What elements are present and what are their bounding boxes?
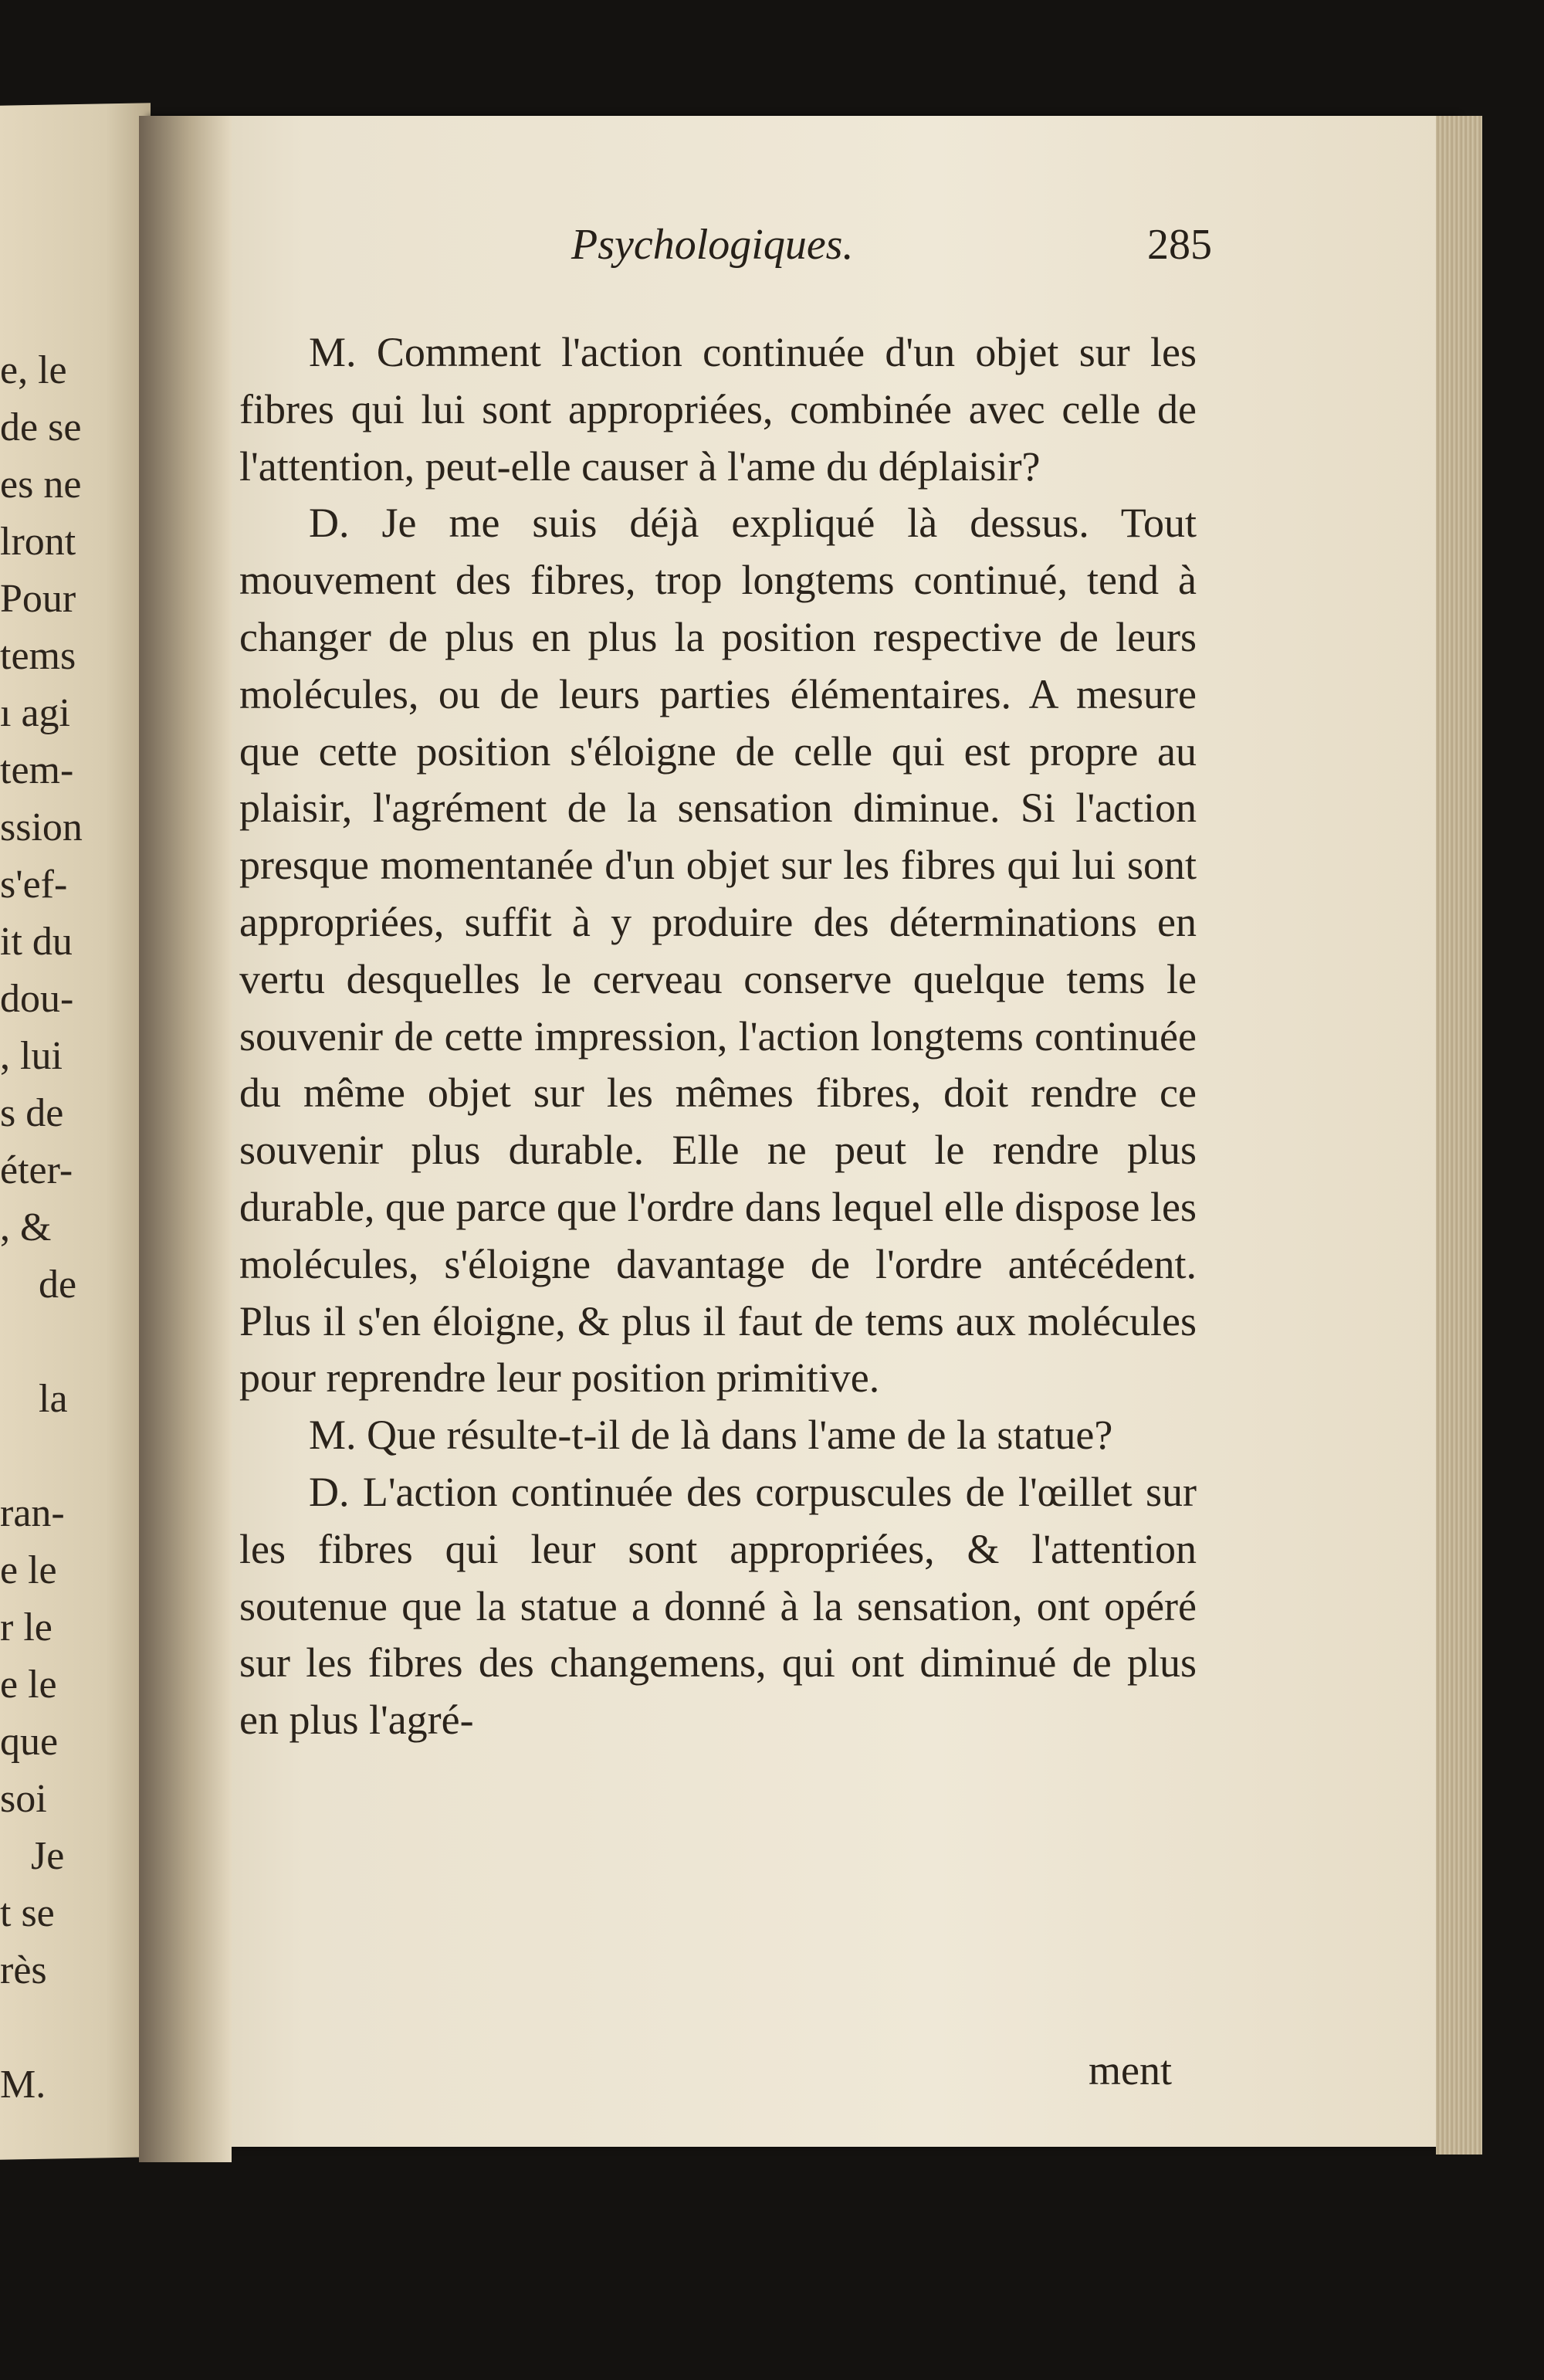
gutter-shadow	[139, 116, 232, 2162]
left-fragment: ssion	[0, 805, 83, 849]
left-fragment: Je	[31, 1834, 65, 1878]
left-fragment: , lui	[0, 1034, 63, 1078]
left-fragment: s de	[0, 1091, 64, 1135]
left-fragment: ı agi	[0, 691, 70, 735]
paragraph: D. Je me suis déjà expliqué là dessus. Tout mouvement des fibres, trop longtems continué, tend à changer de plus en plus la position respective de leurs molécules, ou de leurs parties élémentaires. A mesure que cette position s'éloigne de celle qui est propre au plaisir, l'agrément de la sensation diminue. Si l'action presque momentanée d'un objet sur les fibres qui lui sont appropriées, suffit à y produire des déterminations en vertu desquelles le cerveau conserve quelque tems le souvenir de cette impression, l'action longtems continuée du même objet sur les mêmes fibres, doit rendre ce souvenir plus durable. Elle ne peut le rendre plus durable, que parce que l'ordre dans lequel elle dispose les molécules, s'éloigne davantage de l'ordre antécédent. Plus il s'en éloigne, & plus il faut de tems aux molécules pour reprendre leur position primitive.	[239, 500, 1197, 1402]
left-fragment: tems	[0, 634, 76, 678]
left-fragment: e, le	[0, 348, 67, 392]
left-fragment: de	[39, 1263, 77, 1307]
left-fragment: e le	[0, 1663, 57, 1707]
left-fragment: la	[39, 1377, 68, 1421]
left-fragment: de se	[0, 405, 82, 449]
left-fragment: soi	[0, 1777, 47, 1821]
left-fragment: es ne	[0, 463, 82, 507]
paragraph: M. Que résulte-t-il de là dans l'ame de la statue?	[309, 1412, 1113, 1459]
left-fragment: tem-	[0, 748, 74, 792]
left-fragment: lront	[0, 520, 76, 564]
page-number: 285	[1147, 221, 1212, 269]
left-fragment: M.	[0, 2063, 46, 2107]
page-edges	[1436, 116, 1482, 2155]
left-fragment: t se	[0, 1891, 55, 1935]
left-fragment: , &	[0, 1205, 52, 1249]
left-fragment: it du	[0, 920, 73, 964]
left-fragment: éter-	[0, 1148, 73, 1192]
left-fragment: dou-	[0, 977, 74, 1021]
left-fragment: que	[0, 1720, 59, 1764]
left-fragment: r le	[0, 1605, 52, 1649]
left-fragment: s'ef-	[0, 863, 68, 907]
running-head	[571, 220, 1212, 282]
left-fragment: rès	[0, 1948, 47, 1992]
body-text	[239, 324, 1197, 1749]
catchword: ment	[1089, 2047, 1172, 2094]
paragraph: M. Comment l'action continuée d'un objet sur les fibres qui lui sont appropriées, combinée avec celle de l'attention, peut-elle causer à l'ame du déplaisir?	[239, 329, 1197, 490]
left-fragment: ran-	[0, 1491, 65, 1535]
running-head-title: Psychologiques.	[571, 221, 854, 269]
left-fragment: Pour	[0, 577, 76, 621]
paragraph: D. L'action continuée des corpuscules de l'œillet sur les fibres qui leur sont appropriées, & l'attention soutenue que la statue a donné à la sensation, ont opéré sur les fibres des changemens, qui ont diminué de plus en plus l'agré-	[239, 1468, 1197, 1744]
left-fragment: e le	[0, 1548, 57, 1592]
